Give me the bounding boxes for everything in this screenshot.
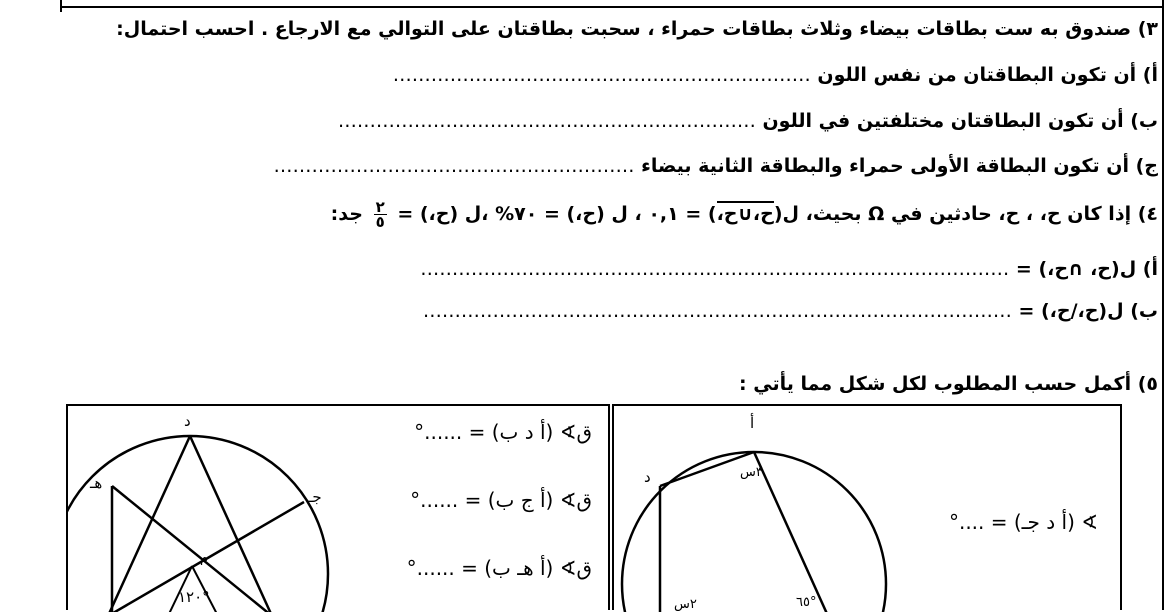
q3-c-text: ج) أن تكون البطاقة الأولى حمراء والبطاقة الثانية بيضاء: [641, 155, 1158, 177]
q4-stem-part2: ) = ٠,١ ، ل (ح،) = ٧٠% ،ل (ح،) =: [390, 203, 717, 225]
q3-part-a: [393, 64, 1158, 86]
segment-a-down: [754, 452, 828, 612]
q4-a-answer-dots: …………………………………………………………………………………: [420, 258, 1010, 280]
q4-part-b: [423, 300, 1158, 322]
left-measure-2: ق∢ (أ ج ب) = ......°: [410, 488, 592, 512]
q3-a-answer-dots: …………………………………………………………: [392, 64, 811, 86]
label-j: جـ: [308, 488, 322, 506]
left-border-stub: [60, 0, 62, 12]
q4-b-answer-dots: …………………………………………………………………………………: [422, 300, 1012, 322]
label-2s: ٢س: [674, 597, 697, 612]
q3-b-text: ب) أن تكون البطاقتان مختلفتين في اللون: [762, 110, 1158, 132]
left-figure-box: [66, 404, 610, 610]
q3-part-b: [338, 110, 1158, 132]
q3-stem: ٣) صندوق به ست بطاقات بيضاء وثلاث بطاقات حمراء ، سحبت بطاقتان على التوالي مع الارجاع . احسب احتمال:: [116, 18, 1158, 40]
label-a: أ: [750, 414, 755, 432]
right-measure: ∢ (أ د جـ) = ....°: [948, 510, 1098, 534]
q3-c-answer-dots: …………………………………………………: [273, 155, 635, 177]
segment-d-bl: [108, 436, 190, 612]
label-3s: ٣س: [740, 465, 763, 480]
left-measure-3: ق∢ (أ هـ ب) = ......°: [406, 556, 592, 580]
label-65: ٦٥°: [796, 595, 817, 610]
q4-stem: [331, 200, 1158, 229]
right-figure-box: [612, 404, 1122, 610]
left-measure-1: ق∢ (أ د ب) = ......°: [414, 420, 592, 444]
q4-a-text: أ) ل(ح، ∩ح،) =: [1015, 258, 1158, 280]
label-center-m: م: [200, 551, 209, 566]
q4-union-complement: ح،∪ح،: [716, 203, 774, 225]
q5-stem: ٥) أكمل حسب المطلوب لكل شكل مما يأتي :: [739, 373, 1158, 395]
q4-fraction-numerator: ٢: [375, 198, 385, 216]
q4-stem-part1: ٤) إذا كان ح، ، ح، حادثين في Ω بحيث، ل(: [773, 203, 1158, 225]
label-central-angle: ١٢٠°: [178, 588, 210, 606]
label-h: هـ: [90, 474, 103, 492]
q4-fraction-denominator: ٥: [375, 213, 385, 231]
q3-part-c: [273, 155, 1158, 177]
label-d: د: [184, 412, 191, 430]
right-border: [1162, 0, 1164, 610]
q3-a-text: أ) أن تكون البطاقتان من نفس اللون: [817, 64, 1158, 86]
q4-part-a: [420, 258, 1158, 280]
q4-b-text: ب) ل(ح،/ح،) =: [1018, 300, 1158, 322]
cyclic-quad-diagram: [614, 406, 1124, 612]
top-border: [60, 6, 1164, 8]
label-d: د: [644, 468, 651, 486]
q4-stem-part3: جد:: [330, 203, 370, 225]
circle-outline: [68, 436, 328, 612]
q3-b-answer-dots: …………………………………………………………: [337, 110, 756, 132]
q4-fraction: [374, 200, 387, 229]
